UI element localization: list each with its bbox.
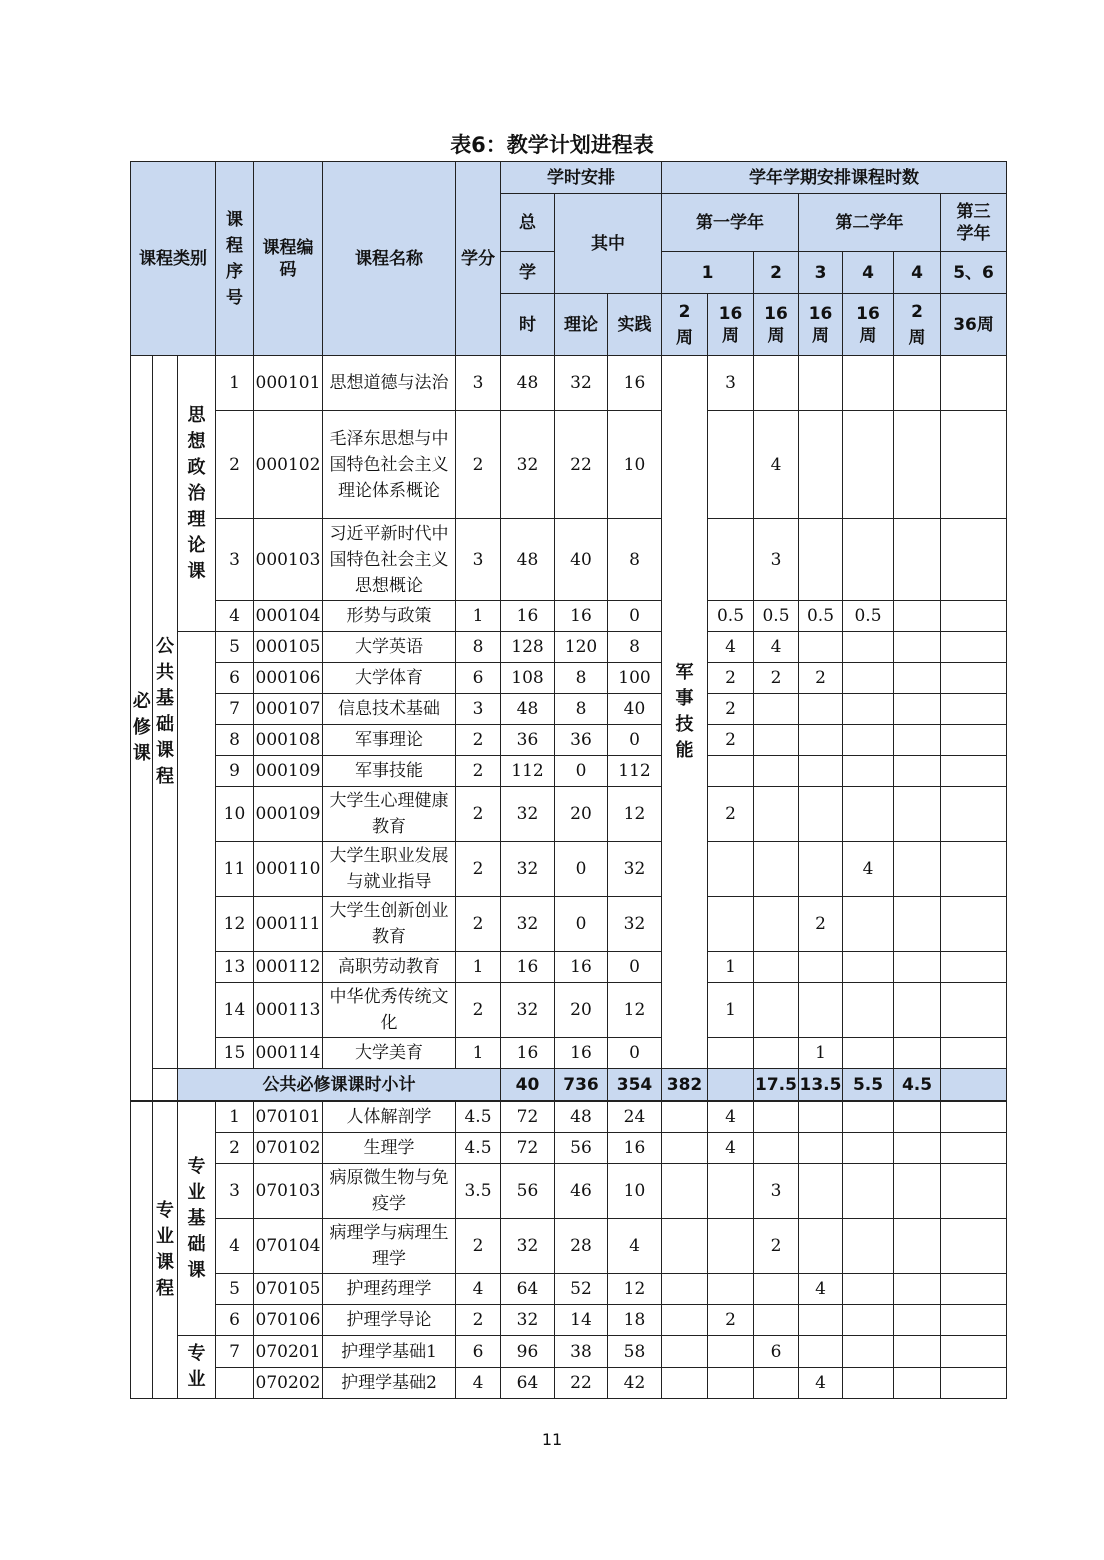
header-theory: 理论: [555, 294, 608, 356]
header-hours-group: 学时安排: [501, 162, 662, 194]
table-row: 11 000110 大学生职业发展与就业指导 2 32 0 32 4: [131, 842, 1007, 897]
header-sem4b: 4: [894, 252, 941, 294]
header-code: 课程编码: [254, 162, 323, 356]
professional-table: [130, 1101, 1007, 1399]
table-row: 专业课程 专业基础课 1 070101 人体解剖学 4.5 72 48 24 4: [131, 1102, 1007, 1133]
page-number: 11: [541, 1430, 563, 1449]
professional-spacer: [153, 1069, 178, 1101]
table-row: 5 070105 护理药理学 4 64 52 12 4: [131, 1274, 1007, 1305]
table-row: 3 000103 习近平新时代中国特色社会主义思想概论 3 48 40 8 3: [131, 519, 1007, 601]
table-row: 13 000112 高职劳动教育 1 16 16 0 1: [131, 952, 1007, 983]
military-skills-cell: 军事技能: [662, 356, 708, 1069]
header-sem3: 3: [799, 252, 843, 294]
teaching-plan-table: [130, 161, 1007, 1101]
subtotal-row: 公共必修课课时小计 40 736 354 382 17.5 13.5 5.5 4.5: [131, 1069, 1007, 1101]
table-row: 2 000102 毛泽东思想与中国特色社会主义理论体系概论 2 32 22 10 4: [131, 411, 1007, 519]
group-professional: 专业课程: [153, 1102, 178, 1399]
table-row: 必修课 公共基础课程 思想政治理论课 1 000101 思想道德与法治 3 48 32 16 军事技能 3: [131, 356, 1007, 411]
table-row: 070202 护理学基础2 4 64 22 42 4: [131, 1368, 1007, 1399]
header-sem4a: 4: [843, 252, 894, 294]
table-row: 4 000104 形势与政策 1 16 16 0 0.5 0.5 0.5 0.5: [131, 601, 1007, 632]
header-semester-group: 学年学期安排课程时数: [662, 162, 1007, 194]
table-row: 7 000107 信息技术基础 3 48 8 40 2: [131, 694, 1007, 725]
table-row: 8 000108 军事理论 2 36 36 0 2: [131, 725, 1007, 756]
group-prof-core: 专业: [178, 1336, 216, 1399]
header-sem2: 2: [754, 252, 799, 294]
table-row: 12 000111 大学生创新创业教育 2 32 0 32 2: [131, 897, 1007, 952]
header-year1: 第一学年: [662, 194, 799, 252]
table-row: 4 070104 病理学与病理生理学 2 32 28 4 2: [131, 1219, 1007, 1274]
table-row: 10 000109 大学生心理健康教育 2 32 20 12 2: [131, 787, 1007, 842]
header-week-2: 16周: [708, 294, 754, 356]
header-year2: 第二学年: [799, 194, 941, 252]
table-row: 9 000109 军事技能 2 112 0 112: [131, 756, 1007, 787]
subtotal-label: 公共必修课课时小计: [178, 1069, 501, 1101]
header-name: 课程名称: [323, 162, 456, 356]
header-seq: 课程序号: [216, 162, 254, 356]
header-week-6: 2周: [894, 294, 941, 356]
group-required: 必修课: [131, 356, 153, 1101]
header-week-3: 16周: [754, 294, 799, 356]
header-category: 课程类别: [131, 162, 216, 356]
group-prof-basic: 专业基础课: [178, 1102, 216, 1336]
header-week-7: 36周: [941, 294, 1007, 356]
group-ideology: 思想政治理论课: [178, 356, 216, 632]
table-row: 5 000105 大学英语 8 128 120 8 4 4: [131, 632, 1007, 663]
header-week-4: 16周: [799, 294, 843, 356]
header-practice: 实践: [608, 294, 662, 356]
header-sem56: 5、6: [941, 252, 1007, 294]
header-year3: 第三学年: [941, 194, 1007, 252]
header-total-3: 时: [501, 294, 555, 356]
other-public-blank: [178, 632, 216, 1069]
table-row: 15 000114 大学美育 1 16 16 0 1: [131, 1038, 1007, 1069]
table-row: 6 000106 大学体育 6 108 8 100 2 2 2: [131, 663, 1007, 694]
table-row: 3 070103 病原微生物与免疫学 3.5 56 46 10 3: [131, 1164, 1007, 1219]
table-row: 专业 7 070201 护理学基础1 6 96 38 58 6: [131, 1336, 1007, 1368]
header-sem1: 1: [662, 252, 754, 294]
group-public-basic: 公共基础课程: [153, 356, 178, 1069]
header-total: 总: [501, 194, 555, 252]
header-week-1: 2周: [662, 294, 708, 356]
header-credit: 学分: [456, 162, 501, 356]
table-row: 2 070102 生理学 4.5 72 56 16 4: [131, 1133, 1007, 1164]
header-week-5: 16周: [843, 294, 894, 356]
table-title: 表6：教学计划进程表: [450, 133, 654, 157]
header-among: 其中: [555, 194, 662, 294]
table-row: 14 000113 中华优秀传统文化 2 32 20 12 1: [131, 983, 1007, 1038]
header-total-2: 学: [501, 252, 555, 294]
table-row: 6 070106 护理学导论 2 32 14 18 2: [131, 1305, 1007, 1336]
